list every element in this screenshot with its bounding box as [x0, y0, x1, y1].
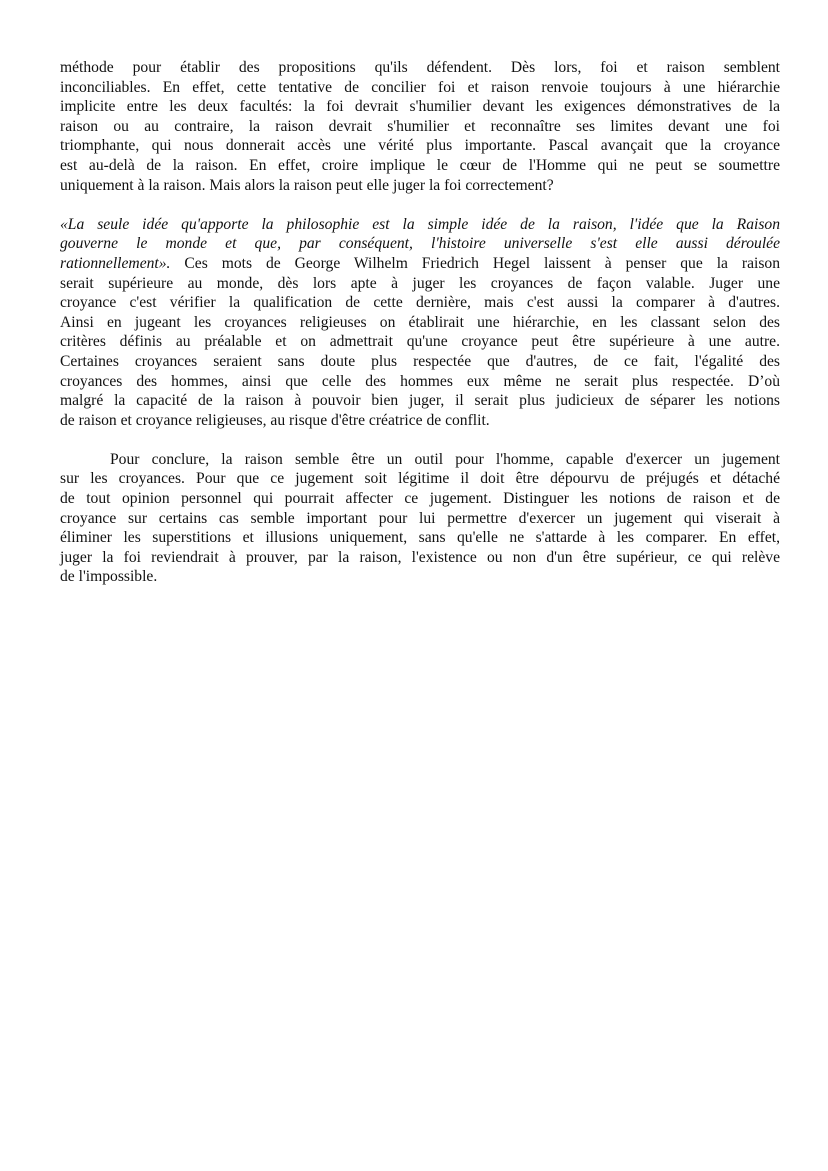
text-line: croyance sur certains cas semble important pour lui permettre d'exercer un jugement qui viserait à	[60, 509, 780, 527]
text-line: sur les croyances. Pour que ce jugement soit légitime il doit être dépourvu de préjugés et détaché	[60, 470, 780, 488]
text-line: malgré la capacité de la raison à pouvoir bien juger, il serait plus judicieux de séparer les notions	[60, 392, 780, 410]
text-line: rationnellement». Ces mots de George Wilhelm Friedrich Hegel laissent à penser que la raison	[60, 254, 780, 272]
text-line: méthode pour établir des propositions qu'ils défendent. Dès lors, foi et raison semblent	[60, 59, 780, 76]
text-line: triomphante, qui nous donnerait accès une vérité plus importante. Pascal avançait que la croyance	[60, 137, 780, 155]
text-line: Ainsi en jugeant les croyances religieuses on établirait une hiérarchie, en les classant selon des	[60, 313, 780, 331]
text-line: de l'impossible.	[60, 568, 158, 586]
document-body	[60, 58, 780, 587]
hegel-quote-text: rationnellement».	[60, 254, 171, 272]
text-line: est au-delà de la raison. En effet, croire implique le cœur de l'Homme qui ne peut se soumettre	[60, 156, 780, 174]
hegel-quote-text: gouverne le monde et que, par conséquent, l'histoire universelle s'est elle aussi déroulée	[60, 235, 780, 253]
hegel-quote-text: «La seule idée qu'apporte la philosophie est la simple idée de la raison, l'idée que la Raison	[60, 215, 780, 233]
text-line: juger la foi reviendrait à prouver, par la raison, l'existence ou non d'un être supérieur, ce qui relève	[60, 548, 780, 566]
text-line: implicite entre les deux facultés: la foi devrait s'humilier devant les exigences démonstratives de la	[60, 98, 780, 116]
text-line: Pour conclure, la raison semble être un outil pour l'homme, capable d'exercer un jugement	[110, 450, 780, 468]
paragraph-foi-raison	[60, 58, 780, 195]
text-line: Certaines croyances seraient sans doute plus respectée que d'autres, de ce fait, l'égalité des	[60, 352, 780, 370]
text-line: de tout opinion personnel qui pourrait affecter ce jugement. Distinguer les notions de raison et de	[60, 490, 780, 508]
paragraph-conclusion	[60, 450, 780, 587]
text-line: croyances des hommes, ainsi que celle des hommes eux même ne serait plus respectée. D’où	[60, 372, 780, 390]
quote-line	[60, 234, 780, 254]
text-line: raison ou au contraire, la raison devrait s'humilier et reconnaître ses limites devant une foi	[60, 117, 780, 135]
text-line: critères définis au préalable et on admettrait qu'une croyance peut être supérieure à une autre.	[60, 333, 780, 351]
text-line: serait supérieure au monde, dès lors apte à juger les croyances de façon valable. Juger une	[60, 274, 780, 292]
paragraph-hegel-quote	[60, 215, 780, 431]
text-line: éliminer les superstitions et illusions uniquement, sans qu'elle ne s'attarde à les comparer. En effet,	[60, 529, 780, 547]
text-line: de raison et croyance religieuses, au risque d'être créatrice de conflit.	[60, 411, 490, 429]
quote-line	[60, 215, 780, 235]
text-line: uniquement à la raison. Mais alors la raison peut elle juger la foi correctement?	[60, 176, 554, 194]
text-line: croyance c'est vérifier la qualification de cette dernière, mais c'est aussi la comparer à d'autres.	[60, 294, 780, 312]
text-line: inconciliables. En effet, cette tentative de concilier foi et raison renvoie toujours à une hiérarchie	[60, 78, 780, 96]
